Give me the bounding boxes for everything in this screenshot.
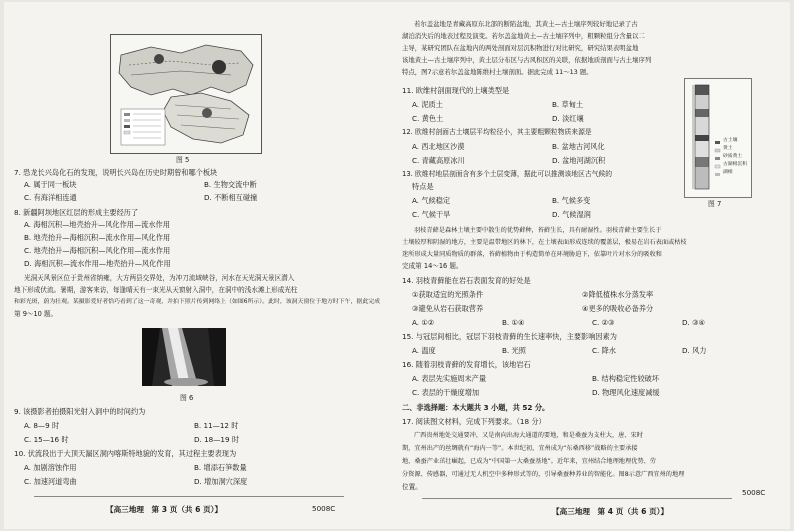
question-11-stem: 11. 欧维村剖面现代的上壤类型是 — [402, 86, 510, 95]
question-14-statement-1: ①获取适宜的光照条件 — [412, 290, 484, 299]
passage-9-10-line-4: 第 9～10 题。 — [14, 310, 58, 318]
passage-11-13-line-3: 主导，某研究团队在盆地内的两处剖面对层沉积物进行对比研究，研究结果表明盆地 — [402, 44, 639, 52]
question-13-stem-2: 特点是 — [412, 182, 434, 191]
question-10-option-d[interactable]: D. 增加洞穴深度 — [194, 477, 248, 486]
legend-item-3: 砂质黄土 — [723, 154, 743, 159]
question-13-option-a[interactable]: A. 气候稳定 — [412, 196, 451, 205]
question-11-option-d[interactable]: D. 淡红壤 — [552, 114, 584, 123]
question-15-option-d[interactable]: D. 风力 — [682, 346, 707, 355]
question-9-option-c[interactable]: C. 15—16 时 — [24, 435, 69, 444]
question-14-option-a[interactable]: A. ①② — [412, 318, 435, 327]
question-13-stem: 13. 欧维村地层剖面含有多个土层变薄，据此可以推测该地区古气候的 — [402, 170, 613, 178]
legend-item-5: 湖相 — [723, 170, 733, 175]
question-15-stem: 15. 与冠层间相比，冠层下羽枝青藓的生长速率快，主要影响因素为 — [402, 332, 617, 341]
footer-rule — [422, 498, 732, 499]
question-10-stem: 10. 伏流段出于大顶天漏区洞内喀斯特地貌的发育，其过程主要表现为 — [14, 449, 237, 458]
figure-7-soil-profile — [684, 78, 752, 198]
question-17-line-3: 地，桑蚕产业茁壮崛起，已成为“中国第一大桑蚕基地”。近年来，宜州结合地理地理优势、劳 — [402, 458, 656, 465]
question-8-option-d[interactable]: D. 海相沉积—流水作用—地壳抬升—风化作用 — [24, 259, 171, 268]
question-17-line-2: 期，宜州出产的丝绸就有“海内一等”。本世纪初，宜州成为“东桑西移”战略的主要承接 — [402, 445, 638, 452]
question-16-option-b[interactable]: B. 结构稳定性较破坏 — [592, 374, 660, 383]
question-9-option-a[interactable]: A. 8—9 时 — [24, 421, 60, 430]
paper-code: 5008C — [742, 488, 766, 497]
question-11-option-b[interactable]: B. 草甸土 — [552, 100, 584, 109]
figure-6-caption: 图 6 — [180, 394, 194, 402]
question-9-stem: 9. 该摄影者拍摄阳光射入洞中的时间约为 — [14, 407, 146, 416]
question-17-line-4: 分资源、传感器，可通过无人机空中多种形式等的，引导桑蚕种养业的智能化。图8示意广西宜州的地理 — [402, 471, 685, 478]
passage-9-10-line-1: 光洞天风景区位于贵州省纳雍，大方两县交界处，为冲刀流域峡谷，河水在天光洞天景区潜入 — [24, 274, 295, 282]
soil-profile-icon — [685, 79, 751, 197]
question-10-option-c[interactable]: C. 加速河道弯曲 — [24, 477, 77, 486]
question-13-option-b[interactable]: B. 气候多变 — [552, 196, 591, 205]
question-7-option-d[interactable]: D. 不断相互碰撞 — [204, 193, 258, 202]
question-17-stem: 17. 阅读图文材料，完成下列要求。（18 分） — [402, 417, 546, 426]
section-2-heading: 二、非选择题：本大题共 3 小题，共 52 分。 — [402, 403, 550, 412]
question-13-option-c[interactable]: C. 气候干旱 — [412, 210, 451, 219]
page-footer: 【高三地理 第 3 页（共 6 页）】 — [106, 505, 223, 514]
question-12-option-c[interactable]: C. 青藏高原冰川 — [412, 156, 465, 165]
question-11-option-a[interactable]: A. 泥质土 — [412, 100, 443, 109]
passage-9-10-line-2: 地下形成伏流。暑期，游客来访，每逢晴天有一束光从天窗射入洞中，在洞中的浅水滩上形成光柱 — [14, 286, 298, 294]
question-14-statement-2: ②降低植株水分蒸发率 — [582, 290, 654, 299]
question-12-option-b[interactable]: B. 盆地古河风化 — [552, 142, 605, 151]
question-7-option-b[interactable]: B. 生物交流中断 — [204, 180, 257, 189]
passage-9-10-line-3: 和彩光斑，蔚为壮观。某摄影爱好者恰巧看到了这一奇观，并拍下照片传到网络上（如图6所示）。此时，该洞天窗位于地方时下午，据此完成 — [14, 299, 381, 305]
question-8-option-c[interactable]: C. 地壳抬升—海相沉积—风化作用—流水作用 — [24, 246, 171, 255]
legend-item-2: 黄土 — [723, 146, 733, 151]
map-icon — [111, 35, 261, 153]
question-12-stem: 12. 欧维村剖面古土壤层平均粒径小，其主要粗颗粒物质来源是 — [402, 128, 592, 136]
question-15-option-c[interactable]: C. 降水 — [592, 346, 616, 355]
legend-item-1: 古土壤 — [723, 138, 738, 143]
question-14-statement-4: ④更多的吸收必备养分 — [582, 304, 654, 313]
legend-item-4: 古湖相沉积 — [723, 162, 747, 167]
question-14-statement-3: ③避免从岩石获取营养 — [412, 304, 484, 313]
question-14-stem: 14. 羽枝青藓能在岩石表面发育的好处是 — [402, 276, 531, 285]
figure-5-map — [110, 34, 262, 154]
question-16-option-a[interactable]: A. 表层先实施周末产量 — [412, 374, 487, 383]
passage-14-16-line-2: 土壤较厚和阴湿的地方，主要是温带地区的林下，在土壤表面形成连续的覆盖层，极易在岩石表面或枯枝 — [402, 239, 687, 246]
question-13-option-d[interactable]: D. 气候湿润 — [552, 210, 591, 219]
page-4 — [402, 2, 782, 529]
figure-7-caption: 图 7 — [708, 200, 722, 208]
passage-14-16-line-3: 迷所形成大量同质物质的群落，苔藓植物由于构造简单在环境胁迫下，依靠叶片对水分的吸收和 — [402, 251, 662, 258]
question-7-stem: 7. 恐龙长兴岛化石的发现，说明长兴岛在历史时期曾和哪个板块 — [14, 168, 218, 177]
passage-11-13-line-1: 若尔盖盆地是青藏高原东北部的断陷盆地，其黄土—古土壤序列较好地记录了古 — [414, 20, 638, 28]
question-8-option-a[interactable]: A. 海相沉积—地壳抬升—风化作用—流水作用 — [24, 220, 170, 229]
passage-11-13-line-2: 湖泊消失后的地表过程及演变。若尔盖盆地黄土—古土壤序列中，粗颗粒组分含量以二 — [402, 32, 645, 40]
question-7-option-a[interactable]: A. 属于同一板块 — [24, 180, 77, 189]
cave-light-icon — [142, 328, 226, 386]
question-10-option-b[interactable]: B. 增添石笋数量 — [194, 463, 247, 472]
paper-code: 5008C — [312, 504, 336, 513]
question-16-option-c[interactable]: C. 表层的干燥度增加 — [412, 388, 480, 397]
question-14-option-c[interactable]: C. ②③ — [592, 318, 615, 327]
passage-14-16-line-1: 羽枝青藓是森林土壤主要中散生的优势藓种，苔藓生长，具有耐湿性。羽枝青藓主要生长于 — [414, 227, 662, 234]
question-14-option-b[interactable]: B. ①④ — [502, 318, 525, 327]
question-17-line-1: 广西贵州地处交通要冲，又是南向出海大通道的要地，和是桑蚕为支柱大，唐、宋时 — [414, 432, 643, 439]
passage-11-13-line-5: 特点，图7示意若尔盖盆地陈维村土壤剖面。据此完成 11～13 题。 — [402, 68, 593, 76]
figure-5-caption: 图 5 — [176, 156, 190, 164]
passage-14-16-line-4: 完成第 14～16 题。 — [402, 262, 463, 270]
question-15-option-a[interactable]: A. 温度 — [412, 346, 436, 355]
question-15-option-b[interactable]: B. 光照 — [502, 346, 526, 355]
question-10-option-a[interactable]: A. 加剧溶蚀作用 — [24, 463, 77, 472]
question-9-option-b[interactable]: B. 11—12 时 — [194, 421, 239, 430]
question-16-option-d[interactable]: D. 物理风化速度减缓 — [592, 388, 660, 397]
question-11-option-c[interactable]: C. 黄色土 — [412, 114, 444, 123]
question-8-stem: 8. 新疆阿坝地区红层的形成主要经历了 — [14, 208, 139, 217]
question-14-option-d[interactable]: D. ③④ — [682, 318, 705, 327]
footer-rule — [34, 496, 344, 497]
question-7-option-c[interactable]: C. 有海洋相连通 — [24, 193, 77, 202]
question-9-option-d[interactable]: D. 18—19 时 — [194, 435, 240, 444]
figure-6-photo — [142, 328, 226, 386]
question-16-stem: 16. 随着羽枝青藓的发育增长，该地岩石 — [402, 360, 531, 369]
question-12-option-a[interactable]: A. 西北地区沙漠 — [412, 142, 465, 151]
page-footer: 【高三地理 第 4 页（共 6 页）】 — [552, 507, 669, 516]
question-12-option-d[interactable]: D. 盆地河湖沉积 — [552, 156, 606, 165]
page-3 — [14, 2, 394, 529]
question-8-option-b[interactable]: B. 地壳抬升—海相沉积—流水作用—风化作用 — [24, 233, 171, 242]
exam-sheet — [4, 2, 790, 529]
passage-11-13-line-4: 该地黄土—古土壤序列中，黄土层分布区与古风积区的关联，依据地质剖面与古土壤序列 — [402, 56, 652, 64]
question-17-line-5: 位置。 — [402, 483, 422, 491]
